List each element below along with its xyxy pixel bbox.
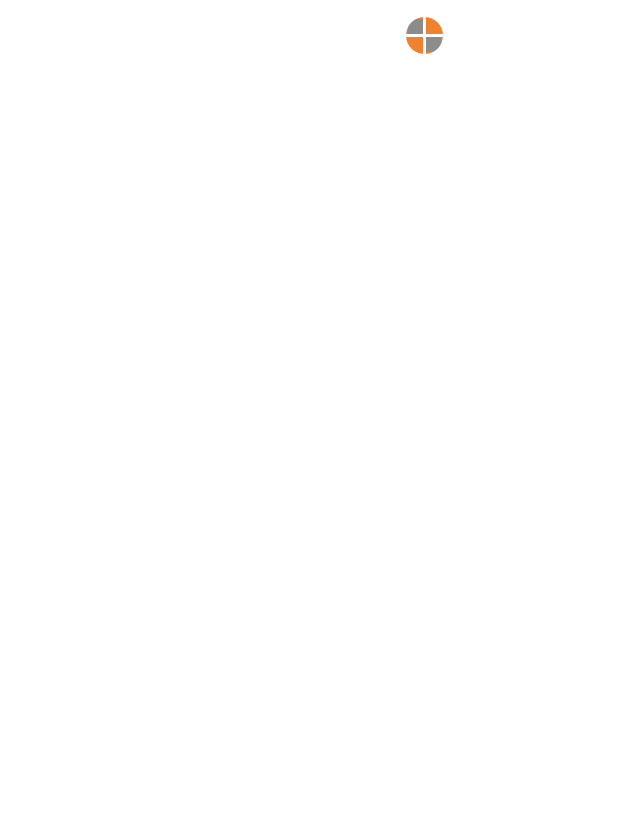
keylan-logo (406, 16, 596, 56)
logo-mark-icon (406, 17, 443, 54)
